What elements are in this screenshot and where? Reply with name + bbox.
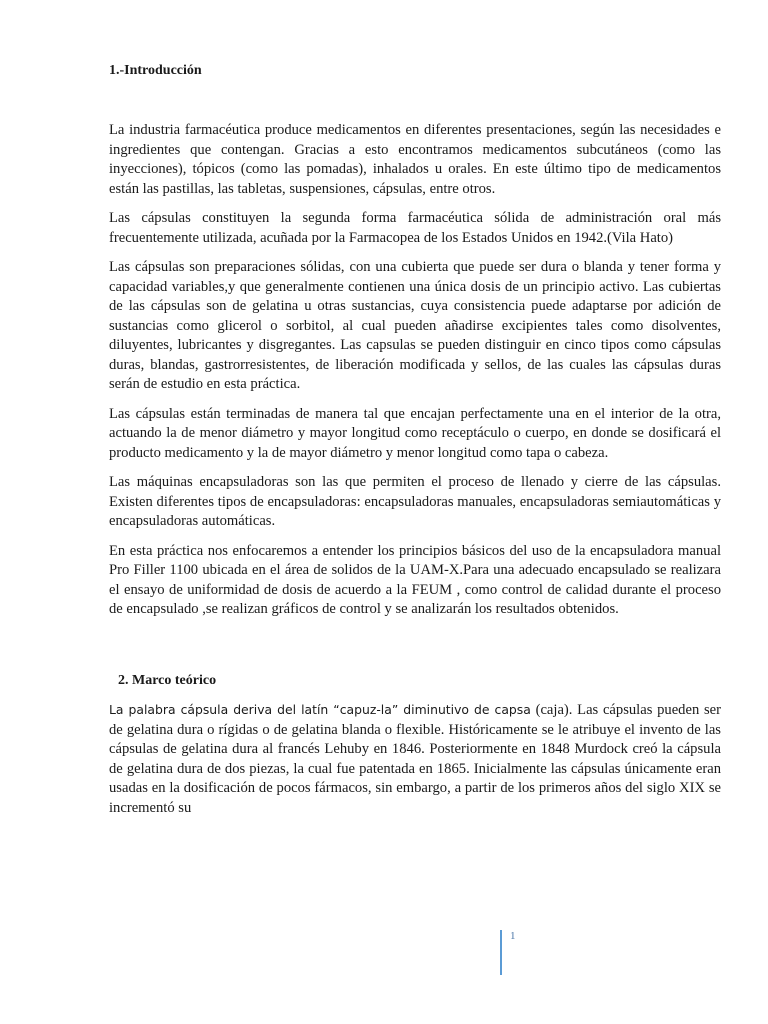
section-2-body xyxy=(109,700,721,828)
paragraph xyxy=(109,700,721,818)
paragraph: Las máquinas encapsuladoras son las que permiten el proceso de llenado y cierre de las cápsulas. Existen diferentes tipos de encapsuladoras: encapsuladoras manuales, encapsuladoras semiautomáticas y encapsuladoras automáticas. xyxy=(109,474,721,529)
section-1-body xyxy=(109,121,721,630)
section-2-title: 2. Marco teórico xyxy=(118,673,217,688)
paragraph: La industria farmacéutica produce medicamentos en diferentes presentaciones, según las necesidades e ingredientes que contengan. Gracias a esto encontramos medicamentos subcutáneos (como las inyecciones), tópicos (como las pomadas), inhalados u orales. En este último tipo de medicamentos están las pastillas, las tabletas, suspensiones, cápsulas, entre otros. xyxy=(109,122,721,197)
section-1-title: 1.-Introducción xyxy=(109,63,202,78)
page-number: 1 xyxy=(510,930,516,942)
paragraph: Las cápsulas están terminadas de manera tal que encajan perfectamente una en el interior de la otra, actuando la de menor diámetro y mayor longitud como receptáculo o cuerpo, en donde se dosificará el producto medicamento y la de mayor diámetro y menor longitud como tapa o cabeza. xyxy=(109,405,721,461)
etymology-phrase: La palabra cápsula deriva del latín “capuz-la” diminutivo de capsa xyxy=(109,702,531,717)
paragraph-text: (caja). Las cápsulas pueden ser de gelatina dura o rígidas o de gelatina blanda o flexible. Históricamente se le atribuye el invento de las cápsulas de gelatina dura al francés Lehuby en 1846. Posteriormente en 1848 Murdock creó la cápsula de gelatina dura de dos piezas, la cual fue patentada en 1865. Inicialmente las cápsulas únicamente eran usadas en la dosificación de pocos fármacos, sin embargo, a partir de los primeros años del siglo XIX se incrementó su xyxy=(109,702,721,816)
page-number-divider xyxy=(500,930,502,975)
paragraph: En esta práctica nos enfocaremos a entender los principios básicos del uso de la encapsuladora manual Pro Filler 1100 ubicada en el área de solidos de la UAM-X.Para una adecuado encapsulado se realizara el ensayo de uniformidad de dosis de acuerdo a la FEUM , como control de calidad durante el proceso de encapsulado ,se realizan gráficos de control y se analizarán los resultados obtenidos. xyxy=(109,542,721,617)
paragraph: Las cápsulas son preparaciones sólidas, con una cubierta que puede ser dura o blanda y tener forma y capacidad variables,y que generalmente contienen una única dosis de un principio activo. Las cubiertas de las cápsulas son de gelatina u otras sustancias, cuya consistencia puede adaptarse por adición de sustancias como glicerol o sorbitol, al cual pueden añadirse excipientes tales como disolventes, diluyentes, lubricantes y disgregantes. Las capsulas se pueden distinguir en cinco tipos como cápsulas duras, blandas, gastrorresistentes, de liberación modificada y sellos, de las cuales las cápsulas duras serán de estudio en esta práctica. xyxy=(109,259,721,392)
paragraph: Las cápsulas constituyen la segunda forma farmacéutica sólida de administración oral más frecuentemente utilizada, acuñada por la Farmacopea de los Estados Unidos en 1942.(Vila Hato) xyxy=(109,210,721,246)
